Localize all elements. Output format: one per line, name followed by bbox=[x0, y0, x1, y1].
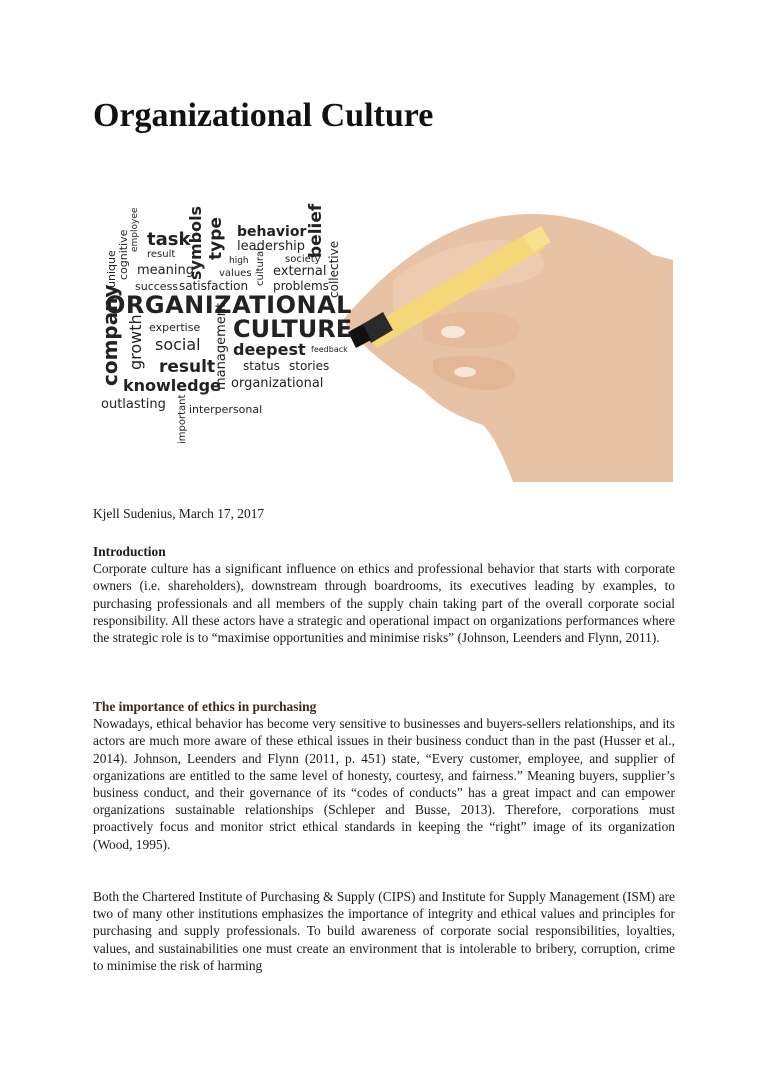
word-management: management bbox=[214, 302, 229, 390]
word-external: external bbox=[273, 264, 327, 279]
page-title: Organizational Culture bbox=[93, 97, 434, 134]
institutions-paragraph: Both the Chartered Institute of Purchasing & Supply (CIPS) and Institute for Supply Management (ISM) are two of many other institutions emphasizes the importance of integrity and ethical values and principles for purchasing and supply professionals. To build awareness of corporate social responsibilities, loyalties, values, and sustainabilities one must create an environment that is intolerable to bribery, corruption, crime to minimise the risk of harming bbox=[93, 889, 675, 973]
word-growth: growth bbox=[126, 314, 145, 370]
author-date-line: Kjell Sudenius, March 17, 2017 bbox=[93, 506, 265, 521]
word-belief: belief bbox=[306, 203, 326, 258]
word-cloud bbox=[98, 203, 352, 444]
word-feedback: feedback bbox=[311, 345, 348, 354]
word-success: success bbox=[135, 280, 179, 293]
ethics-paragraph: Nowadays, ethical behavior has become very sensitive to businesses and buyers-sellers relationships, and its actors are much more aware of these ethical issues in their business conduct than in the past (Husser et al., 2014). Johnson, Leenders and Flynn (2011, p. 451) state, “Every customer, employee, and supplier of organizations are entitled to the same level of honesty, courtesy, and fairness.” Meaning buyers, supplier’s business conduct, and their governance of its “codes of conducts” has a great impact and can empower organizations sustainable relationships (Schleper and Busse, 2013). Therefore, corporations must proactively focus and monitor strict ethical standards in keeping the “right” image of its organization (Wood, 1995). bbox=[93, 716, 675, 852]
word-organizational: organizational bbox=[231, 376, 324, 391]
word-culture-big: CULTURE bbox=[233, 315, 353, 343]
word-result: result bbox=[159, 357, 216, 377]
word-values: values bbox=[219, 268, 252, 279]
introduction-heading: Introduction bbox=[93, 544, 166, 559]
word-outlasting: outlasting bbox=[101, 397, 166, 412]
word-cognitive: cognitive bbox=[117, 229, 130, 280]
introduction-section bbox=[93, 543, 675, 646]
word-deepest: deepest bbox=[233, 340, 306, 359]
word-satisfaction: satisfaction bbox=[179, 279, 249, 293]
word-expertise: expertise bbox=[149, 321, 201, 334]
word-high: high bbox=[229, 256, 249, 266]
word-stories: stories bbox=[289, 359, 330, 373]
word-unique: unique bbox=[105, 250, 118, 288]
hand-with-marker-illustration bbox=[343, 214, 673, 482]
word-symbols: symbols bbox=[186, 205, 205, 280]
word-employee: employee bbox=[130, 207, 140, 252]
word-cultural: cultural bbox=[255, 248, 266, 286]
word-important: important bbox=[177, 394, 188, 444]
word-meaning: meaning bbox=[137, 263, 194, 278]
word-problems: problems bbox=[273, 279, 329, 293]
word-result-small: result bbox=[147, 249, 176, 260]
word-interpersonal: interpersonal bbox=[189, 403, 263, 416]
word-status: status bbox=[243, 359, 280, 373]
word-behavior: behavior bbox=[237, 224, 307, 240]
ethics-heading: The importance of ethics in purchasing bbox=[93, 699, 317, 714]
culture-word-cloud-figure bbox=[93, 200, 673, 482]
word-collective: collective bbox=[327, 240, 341, 298]
word-type: type bbox=[206, 217, 226, 260]
word-company: company bbox=[98, 284, 122, 386]
introduction-paragraph: Corporate culture has a significant influence on ethics and professional behavior that starts with corporate owners (i.e. shareholders), downstream through boardrooms, its executives leading by examples, to purchasing professionals and all members of the supply chain taking part of the overall corporate social responsibility. All these actors have a strategic and operational impact on organizations performances where the strategic role is to “maximise opportunities and minimise risks” (Johnson, Leenders and Flynn, 2011). bbox=[93, 561, 675, 646]
word-task: task bbox=[147, 229, 191, 250]
word-social: social bbox=[155, 335, 201, 354]
word-society: society bbox=[285, 254, 321, 265]
institutions-section bbox=[93, 888, 675, 974]
word-leadership: leadership bbox=[237, 239, 306, 254]
word-organizational-big: ORGANIZATIONAL bbox=[105, 291, 352, 319]
ethics-section bbox=[93, 698, 675, 853]
word-knowledge: knowledge bbox=[123, 376, 221, 395]
